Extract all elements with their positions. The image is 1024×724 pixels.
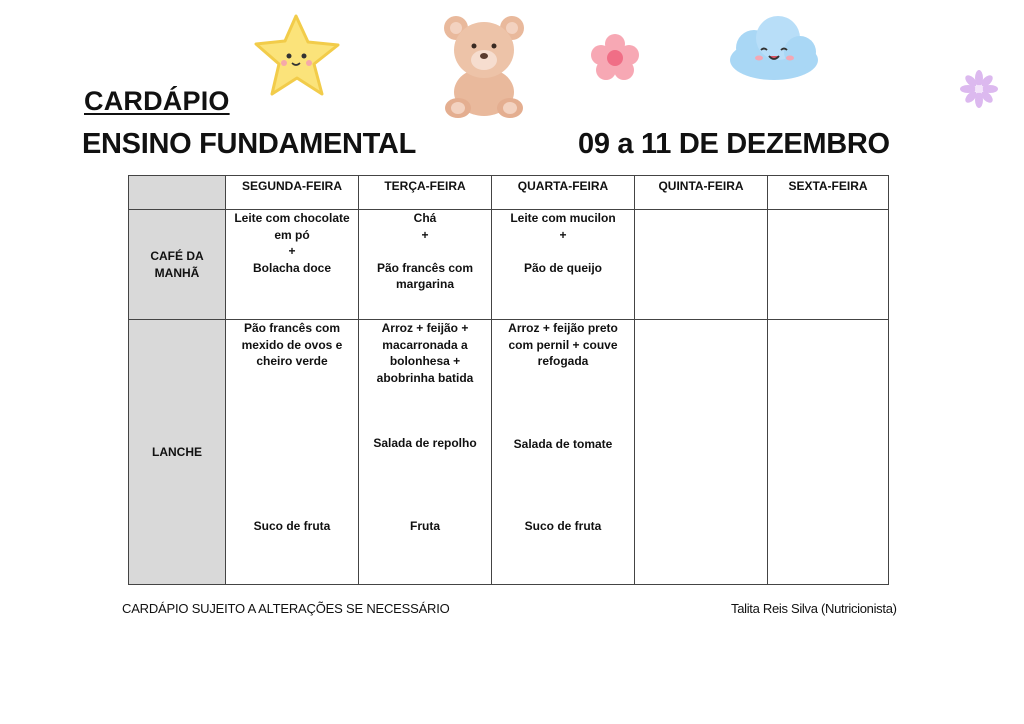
menu-item: em pó bbox=[274, 227, 310, 242]
menu-item-drink: Suco de fruta bbox=[253, 518, 331, 533]
table-header-row bbox=[129, 176, 889, 210]
breakfast-label-line: CAFÉ DA bbox=[150, 249, 204, 263]
star-icon bbox=[252, 12, 344, 102]
breakfast-label-line: MANHÃ bbox=[154, 265, 200, 280]
flower-icon bbox=[585, 33, 645, 81]
menu-item: Pão francês com bbox=[376, 260, 474, 275]
snack-wednesday-cell bbox=[492, 320, 635, 585]
menu-item-drink: Suco de fruta bbox=[524, 519, 602, 533]
menu-item: Bolacha doce bbox=[252, 260, 332, 275]
footer-note: CARDÁPIO SUJEITO A ALTERAÇÕES SE NECESSÁRIO bbox=[122, 601, 450, 616]
menu-item: cheiro verde bbox=[256, 354, 328, 368]
breakfast-tuesday-cell bbox=[359, 210, 492, 320]
breakfast-wednesday-cell bbox=[492, 210, 635, 320]
menu-item: macarronada a bbox=[382, 337, 468, 352]
date-range: 09 a 11 DE DEZEMBRO bbox=[578, 128, 890, 160]
menu-item: margarina bbox=[395, 277, 455, 291]
menu-item-dessert: Fruta bbox=[410, 518, 440, 533]
menu-item: Pão francês com bbox=[243, 321, 341, 335]
menu-item: bolonhesa + bbox=[389, 354, 461, 368]
page-title: CARDÁPIO bbox=[84, 86, 230, 116]
header-friday: SEXTA-FEIRA bbox=[768, 176, 889, 210]
menu-item: Arroz + feijão preto bbox=[508, 321, 618, 335]
breakfast-thursday-cell bbox=[635, 210, 768, 320]
menu-item-salad: Salada de tomate bbox=[513, 436, 613, 451]
nutritionist-signature: Talita Reis Silva (Nutricionista) bbox=[731, 601, 897, 616]
snack-friday-cell bbox=[768, 320, 889, 585]
table-row-snack bbox=[129, 320, 889, 585]
menu-item: + bbox=[421, 227, 429, 242]
menu-item: mexido de ovos e bbox=[241, 337, 343, 352]
breakfast-friday-cell bbox=[768, 210, 889, 320]
menu-item: Chá bbox=[413, 211, 437, 225]
menu-item: Arroz + feijão + bbox=[381, 321, 469, 335]
snack-tuesday-cell bbox=[359, 320, 492, 585]
header-thursday: QUINTA-FEIRA bbox=[635, 176, 768, 210]
teddy-bear-icon bbox=[436, 12, 532, 120]
small-flower-icon bbox=[960, 70, 998, 108]
table-row-breakfast bbox=[129, 210, 889, 320]
menu-table bbox=[128, 175, 889, 585]
menu-item: Pão de queijo bbox=[523, 260, 602, 275]
snack-thursday-cell bbox=[635, 320, 768, 585]
menu-item: Leite com chocolate bbox=[234, 211, 350, 225]
row-label-breakfast bbox=[129, 210, 226, 320]
header-corner-cell bbox=[129, 176, 226, 210]
menu-item: + bbox=[288, 244, 296, 258]
menu-item: refogada bbox=[537, 354, 589, 368]
breakfast-monday-cell bbox=[226, 210, 359, 320]
page-subtitle: ENSINO FUNDAMENTAL bbox=[82, 128, 416, 160]
menu-item: com pernil + couve bbox=[508, 337, 618, 352]
header-tuesday: TERÇA-FEIRA bbox=[359, 176, 492, 210]
header-wednesday: QUARTA-FEIRA bbox=[492, 176, 635, 210]
header-monday: SEGUNDA-FEIRA bbox=[226, 176, 359, 210]
menu-item: Leite com mucilon bbox=[510, 211, 616, 225]
snack-monday-cell bbox=[226, 320, 359, 585]
cloud-icon bbox=[724, 12, 824, 84]
row-label-snack: LANCHE bbox=[129, 320, 226, 585]
menu-item: abobrinha batida bbox=[376, 370, 474, 385]
menu-item: + bbox=[559, 227, 567, 242]
menu-item-salad: Salada de repolho bbox=[373, 436, 477, 450]
